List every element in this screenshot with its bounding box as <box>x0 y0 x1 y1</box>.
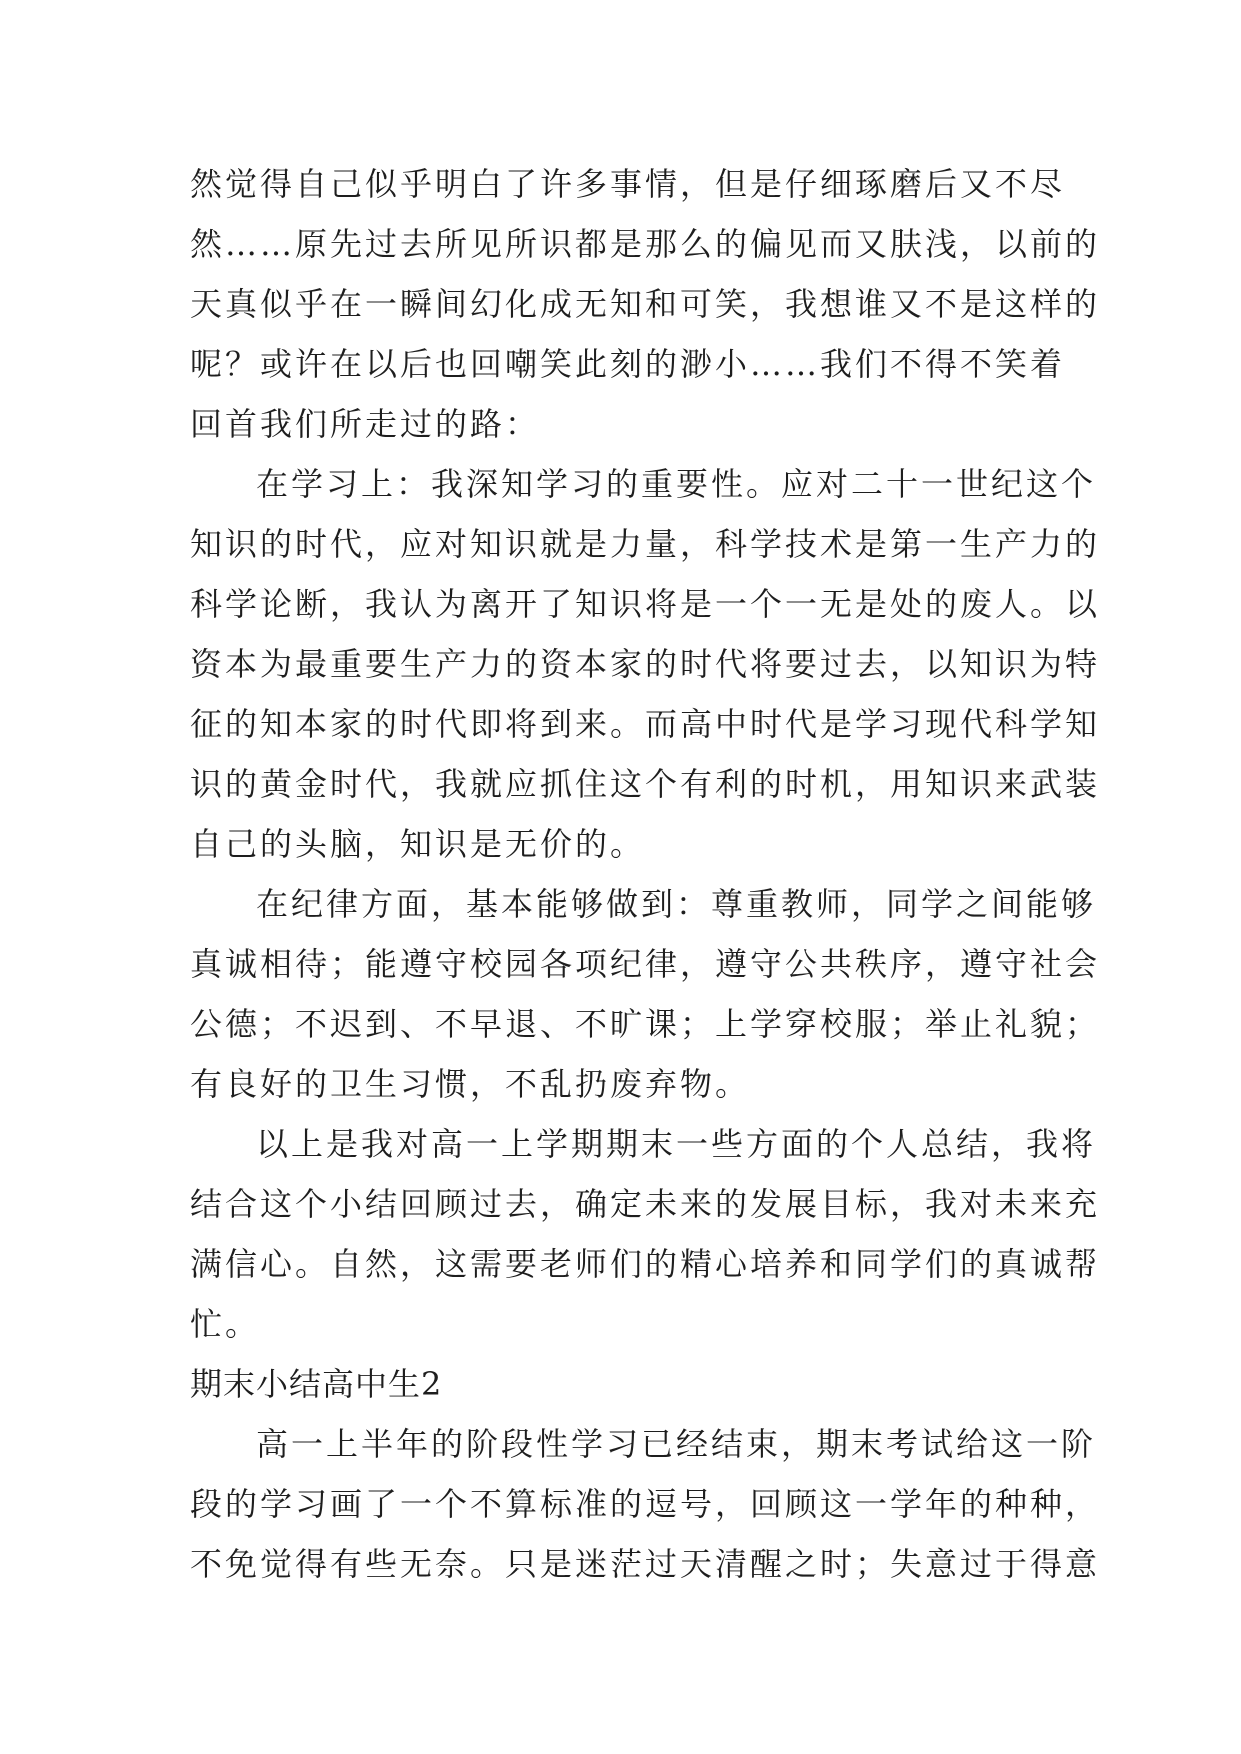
text-line: 识的黄金时代，我就应抓住这个有利的时机，用知识来武装 <box>190 765 1101 803</box>
text-line: 结合这个小结回顾过去，确定未来的发展目标，我对未来充 <box>190 1185 1101 1223</box>
document-body <box>190 154 1101 1594</box>
paragraph-semester-review <box>190 1414 1101 1594</box>
text-line: 满信心。自然，这需要老师们的精心培养和同学们的真诚帮 <box>190 1245 1101 1283</box>
paragraph-study <box>190 454 1101 874</box>
text-line: 公德；不迟到、不早退、不旷课；上学穿校服；举止礼貌； <box>190 1005 1101 1043</box>
text-line: 在学习上：我深知学习的重要性。应对二十一世纪这个 <box>256 465 1097 503</box>
text-line: 忙。 <box>190 1305 261 1343</box>
text-line: 高一上半年的阶段性学习已经结束，期末考试给这一阶 <box>256 1425 1097 1463</box>
paragraph-discipline <box>190 874 1101 1114</box>
text-line: 资本为最重要生产力的资本家的时代将要过去，以知识为特 <box>190 645 1101 683</box>
text-line: 然……原先过去所见所识都是那么的偏见而又肤浅，以前的 <box>190 225 1101 263</box>
text-line: 段的学习画了一个不算标准的逗号，回顾这一学年的种种， <box>190 1485 1101 1523</box>
text-line: 呢？或许在以后也回嘲笑此刻的渺小……我们不得不笑着 <box>190 345 1066 383</box>
text-line: 天真似乎在一瞬间幻化成无知和可笑，我想谁又不是这样的 <box>190 285 1101 323</box>
text-line: 然觉得自己似乎明白了许多事情，但是仔细琢磨后又不尽 <box>190 165 1066 203</box>
paragraph-conclusion <box>190 1114 1101 1354</box>
text-line: 征的知本家的时代即将到来。而高中时代是学习现代科学知 <box>190 705 1101 743</box>
text-line: 知识的时代，应对知识就是力量，科学技术是第一生产力的 <box>190 525 1101 563</box>
text-line: 回首我们所走过的路： <box>190 405 541 443</box>
text-line: 在纪律方面，基本能够做到：尊重教师，同学之间能够 <box>256 885 1097 923</box>
text-line: 科学论断，我认为离开了知识将是一个一无是处的废人。以 <box>190 585 1101 623</box>
text-line: 有良好的卫生习惯，不乱扔废弃物。 <box>190 1065 751 1103</box>
text-line: 以上是我对高一上学期期末一些方面的个人总结，我将 <box>256 1125 1097 1163</box>
text-line: 自己的头脑，知识是无价的。 <box>190 825 646 863</box>
text-line: 不免觉得有些无奈。只是迷茫过天清醒之时；失意过于得意 <box>190 1545 1101 1583</box>
paragraph-continuation <box>190 154 1101 454</box>
section-heading: 期末小结高中生2 <box>190 1365 443 1403</box>
text-line: 真诚相待；能遵守校园各项纪律，遵守公共秩序，遵守社会 <box>190 945 1101 983</box>
